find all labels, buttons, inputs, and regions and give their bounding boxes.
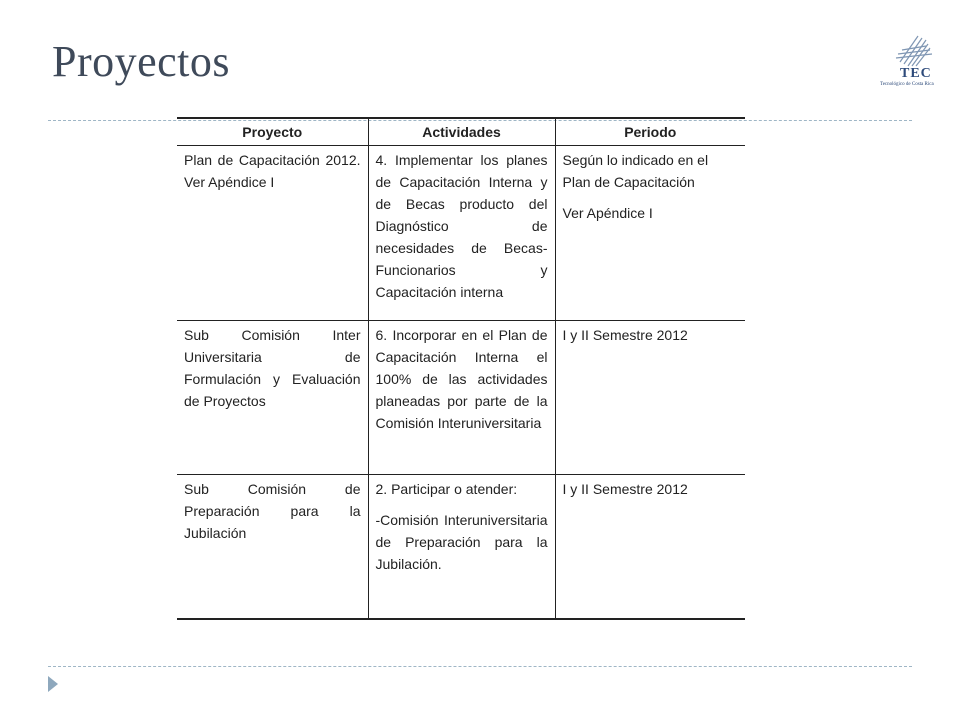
cell-text: Sub Comisión de Preparación para la Jubilación <box>184 481 361 541</box>
table-row <box>177 321 745 475</box>
cell-actividades <box>368 146 555 321</box>
tec-logo-icon <box>882 32 952 68</box>
cell-periodo <box>555 321 745 475</box>
tec-logo <box>876 32 960 94</box>
cell-periodo <box>555 146 745 321</box>
table-header-row <box>177 118 745 146</box>
header-proyecto: Proyecto <box>177 118 368 146</box>
cell-text: 2. Participar o atender: <box>375 481 518 497</box>
cell-text: I y II Semestre 2012 <box>562 327 688 343</box>
projects-table <box>177 117 745 620</box>
cell-text: 6. Incorporar en el Plan de Capacitación Interna el 100% de las actividades planeadas por parte de la Comisión Interuniversitaria <box>375 327 548 431</box>
cell-actividades <box>368 321 555 475</box>
table-row <box>177 475 745 620</box>
cell-periodo <box>555 475 745 620</box>
header-periodo: Periodo <box>555 118 745 146</box>
cell-proyecto <box>177 321 368 475</box>
cell-text: 4. Implementar los planes de Capacitación Interna y de Becas producto del Diagnóstico de necesidades de Becas- Funcionarios y Capacitación interna <box>375 152 548 300</box>
header-actividades: Actividades <box>368 118 555 146</box>
slide-title: Proyectos <box>52 37 231 86</box>
cell-actividades <box>368 475 555 620</box>
cell-text: Sub Comisión Inter Universitaria de Formulación y Evaluación de Proyectos <box>184 327 361 409</box>
bottom-divider <box>48 666 912 667</box>
table-row <box>177 146 745 321</box>
logo-text: TEC <box>900 66 932 81</box>
cell-text: -Comisión Interuniversitaria de Preparación para la Jubilación. <box>375 512 548 572</box>
cell-text: I y II Semestre 2012 <box>562 481 688 497</box>
logo-subtitle: Tecnológico de Costa Rica <box>880 82 934 87</box>
cell-text: Ver Apéndice I <box>562 205 653 221</box>
cell-text: Plan de Capacitación 2012. Ver Apéndice I <box>184 152 361 190</box>
cell-text: Según lo indicado en el Plan de Capacitación <box>562 152 709 190</box>
nav-arrow-icon <box>48 676 58 692</box>
cell-proyecto <box>177 146 368 321</box>
cell-proyecto <box>177 475 368 620</box>
